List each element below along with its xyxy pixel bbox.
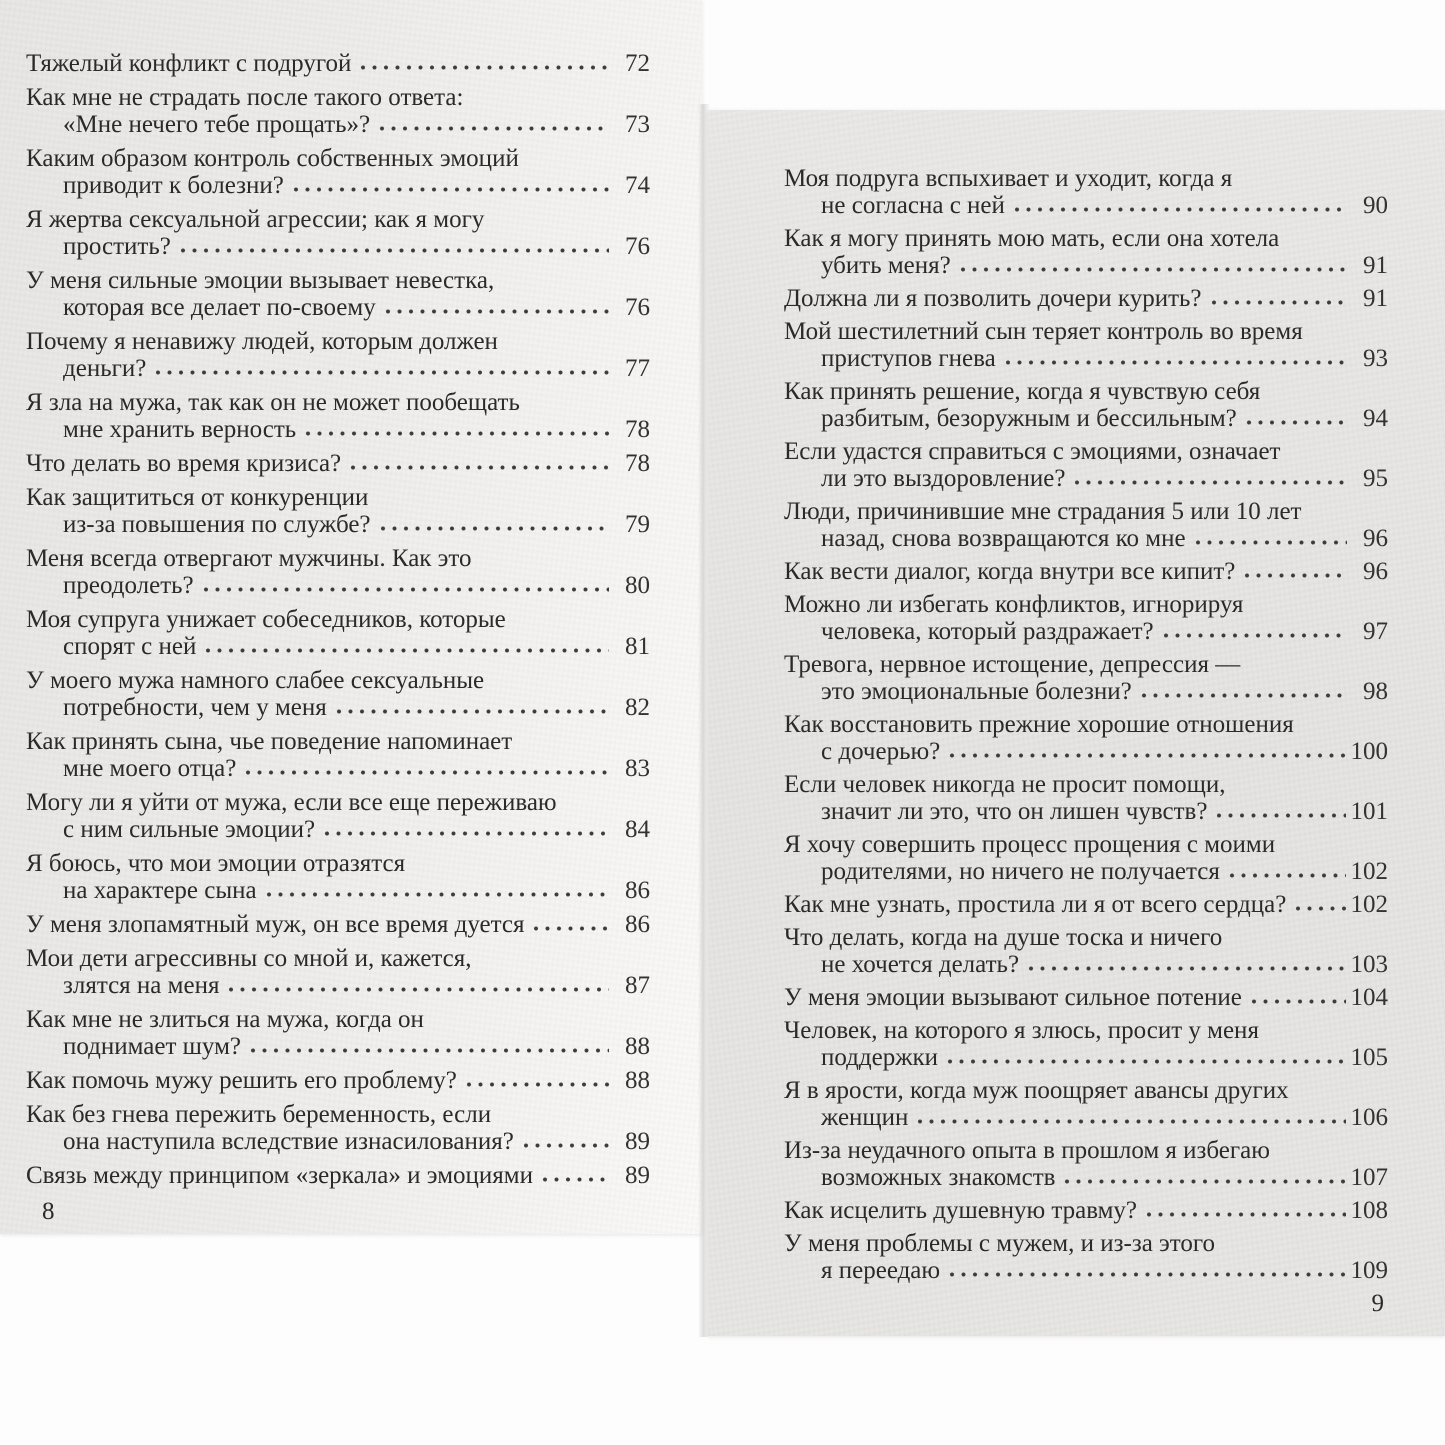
toc-entry-row [26, 1033, 650, 1060]
toc-entry-line: У моего мужа намного слабее сексуальные [26, 667, 485, 694]
toc-entry-line: поддержки [821, 1044, 938, 1071]
toc-entry [784, 498, 1388, 552]
toc-entry [784, 378, 1388, 432]
dot-leader [949, 1270, 1345, 1279]
toc-entry-line: мне хранить верность [63, 416, 297, 443]
dot-leader [533, 924, 609, 933]
dot-leader [1251, 997, 1346, 1006]
toc-entry [26, 84, 650, 138]
toc-entry-row [784, 558, 1388, 585]
toc-page-ref: 82 [625, 694, 650, 721]
toc-entry-line: Тревога, нервное истощение, депрессия — [784, 651, 1241, 678]
toc-page-ref: 90 [1363, 192, 1388, 219]
toc-entry [26, 484, 650, 538]
toc-entry-row [784, 798, 1388, 825]
toc-entry-line: женщин [821, 1104, 909, 1131]
toc-entry [784, 1230, 1388, 1284]
toc-entry-line: человека, который раздражает? [821, 618, 1154, 645]
toc-entry-row [26, 911, 650, 938]
dot-leader [1295, 904, 1345, 913]
toc-entry-row [784, 891, 1388, 918]
toc-entry-row [26, 816, 650, 843]
toc-entry-line: Мои дети агрессивны со мной и, кажется, [26, 945, 472, 972]
toc-entry-row [784, 1044, 1388, 1071]
toc-entry-line: Как мне не злиться на мужа, когда он [26, 1006, 424, 1033]
toc-page-ref: 96 [1363, 558, 1388, 585]
toc-entry-row [784, 345, 1388, 372]
toc-entry-row [26, 1128, 650, 1155]
toc-entry-line: У меня сильные эмоции вызывает невестка, [26, 267, 495, 294]
toc-page-ref: 86 [625, 911, 650, 938]
toc-entry-row [784, 285, 1388, 312]
toc-entry-row [784, 1257, 1388, 1284]
toc-page-ref: 106 [1350, 1104, 1388, 1131]
toc-entry-line: значит ли это, что он лишен чувств? [821, 798, 1208, 825]
toc-entry-line: я переедаю [821, 1257, 941, 1284]
toc-entry-line: с ним сильные эмоции? [63, 816, 316, 843]
toc-entry-line: Люди, причинившие мне страдания 5 или 10 лет [784, 498, 1302, 525]
toc-entry-row [26, 1067, 650, 1094]
toc-entry-line: приводит к болезни? [63, 172, 284, 199]
toc-page-ref: 108 [1350, 1197, 1388, 1224]
dot-leader [1229, 871, 1346, 880]
toc-entry [26, 267, 650, 321]
dot-leader [1141, 691, 1347, 700]
toc-entry-line: из-за повышения по службе? [63, 511, 371, 538]
dot-leader [523, 1141, 609, 1150]
toc-page-ref: 89 [625, 1128, 650, 1155]
dot-leader [336, 707, 609, 716]
toc-entry-row [784, 858, 1388, 885]
toc-page-ref: 109 [1350, 1257, 1388, 1284]
toc-entry-line: убить меня? [821, 252, 951, 279]
dot-leader [180, 246, 609, 255]
toc-entry-line: которая все делает по-своему [63, 294, 376, 321]
toc-entry [26, 328, 650, 382]
toc-page-ref: 76 [625, 233, 650, 260]
toc-page-ref: 93 [1363, 345, 1388, 372]
toc-page-ref: 76 [625, 294, 650, 321]
toc-entry-line: она наступила вследствие изнасилования? [63, 1128, 514, 1155]
toc-entry-line: преодолеть? [63, 572, 194, 599]
toc-entry-row [784, 984, 1388, 1011]
dot-leader [305, 429, 609, 438]
toc-entry-line: назад, снова возвращаются ко мне [821, 525, 1186, 552]
dot-leader [1244, 571, 1347, 580]
toc-entry-line: деньги? [63, 355, 147, 382]
toc-entry-line: Как исцелить душевную травму? [784, 1197, 1138, 1224]
toc-page-ref: 87 [625, 972, 650, 999]
toc-entry-row [26, 877, 650, 904]
toc-entry [26, 1067, 650, 1094]
toc-entry-row [26, 233, 650, 260]
dot-leader [293, 185, 609, 194]
toc-entry [26, 606, 650, 660]
toc-page-ref: 84 [625, 816, 650, 843]
dot-leader [379, 124, 609, 133]
toc-entry-line: разбитым, безоружным и бессильным? [821, 405, 1237, 432]
toc-entry-row [26, 355, 650, 382]
toc-entry-row [26, 1162, 650, 1189]
toc-entry-line: спорят с ней [63, 633, 197, 660]
toc-entry-line: на характере сына [63, 877, 257, 904]
toc-entry [784, 1017, 1388, 1071]
toc-entry-row [26, 511, 650, 538]
dot-leader [1064, 1177, 1345, 1186]
dot-leader [1028, 964, 1345, 973]
toc-page-ref: 83 [625, 755, 650, 782]
toc-entry [26, 145, 650, 199]
toc-entry-row [784, 1104, 1388, 1131]
toc-entry-row [784, 1164, 1388, 1191]
toc-entry-line: приступов гнева [821, 345, 996, 372]
toc-entry-row [784, 1197, 1388, 1224]
right-page [708, 110, 1445, 1336]
toc-page-ref: 98 [1363, 678, 1388, 705]
toc-page-ref: 91 [1363, 252, 1388, 279]
toc-entry [784, 558, 1388, 585]
toc-entry-line: Что делать во время кризиса? [26, 450, 342, 477]
toc-entry [784, 591, 1388, 645]
toc-entry-line: с дочерью? [821, 738, 941, 765]
toc-entry [784, 1137, 1388, 1191]
toc-entry [26, 850, 650, 904]
toc-page-ref: 77 [625, 355, 650, 382]
toc-entry [784, 771, 1388, 825]
toc-page-ref: 81 [625, 633, 650, 660]
toc-entry [784, 318, 1388, 372]
toc-entry-line: Я зла на мужа, так как он не может пообещать [26, 389, 520, 416]
toc-entry-line: Из-за неудачного опыта в прошлом я избегаю [784, 1137, 1270, 1164]
toc-entry [784, 438, 1388, 492]
dot-leader [203, 585, 609, 594]
toc-entry-line: Как без гнева пережить беременность, если [26, 1101, 492, 1128]
toc-entry [26, 206, 650, 260]
toc-entry-row [26, 416, 650, 443]
toc-entry [26, 789, 650, 843]
toc-entry [784, 285, 1388, 312]
toc-page-ref: 101 [1350, 798, 1388, 825]
dot-leader [960, 265, 1347, 274]
dot-leader [1146, 1210, 1345, 1219]
toc-entry-line: возможных знакомств [821, 1164, 1056, 1191]
toc-entry-row [784, 738, 1388, 765]
toc-page-ref: 97 [1363, 618, 1388, 645]
toc-entry-line: Должна ли я позволить дочери курить? [784, 285, 1202, 312]
toc-entry [784, 225, 1388, 279]
toc-entry-line: потребности, чем у меня [63, 694, 327, 721]
toc-entry-row [26, 633, 650, 660]
dot-leader [360, 63, 609, 72]
toc-entry-line: У меня злопамятный муж, он все время дуется [26, 911, 525, 938]
toc-entry [26, 450, 650, 477]
toc-page-ref: 95 [1363, 465, 1388, 492]
toc-entry [26, 1006, 650, 1060]
dot-leader [947, 1057, 1346, 1066]
toc-entry-line: Тяжелый конфликт с подругой [26, 50, 352, 77]
toc-page-ref: 74 [625, 172, 650, 199]
toc-entry-line: У меня эмоции вызывают сильное потение [784, 984, 1242, 1011]
toc-entry-line: Почему я ненавижу людей, которым должен [26, 328, 498, 355]
toc-entry [26, 945, 650, 999]
toc-page-ref: 88 [625, 1067, 650, 1094]
toc-entry-row [26, 111, 650, 138]
toc-entry-line: Как восстановить прежние хорошие отношения [784, 711, 1294, 738]
dot-leader [466, 1080, 609, 1089]
dot-leader [205, 646, 609, 655]
toc-page-ref: 102 [1350, 891, 1388, 918]
dot-leader [385, 307, 609, 316]
toc-entry-line: это эмоциональные болезни? [821, 678, 1132, 705]
toc-entry-line: Как помочь мужу решить его проблему? [26, 1067, 457, 1094]
toc-page-ref: 78 [625, 450, 650, 477]
toc-entry-row [26, 294, 650, 321]
dot-leader [155, 368, 609, 377]
toc-entry-line: не согласна с ней [821, 192, 1005, 219]
dot-leader [542, 1175, 609, 1184]
toc-page-ref: 80 [625, 572, 650, 599]
toc-entry [26, 911, 650, 938]
toc-entry-row [784, 192, 1388, 219]
toc-list-right [784, 165, 1388, 1284]
toc-entry-line: Как принять решение, когда я чувствую себя [784, 378, 1261, 405]
toc-entry-row [784, 678, 1388, 705]
toc-entry-line: Мой шестилетний сын теряет контроль во время [784, 318, 1303, 345]
toc-entry [784, 651, 1388, 705]
toc-page-ref: 103 [1350, 951, 1388, 978]
toc-entry-row [784, 525, 1388, 552]
toc-page-ref: 78 [625, 416, 650, 443]
left-page [0, 0, 702, 1234]
toc-page-ref: 107 [1350, 1164, 1388, 1191]
toc-entry [26, 50, 650, 77]
toc-page-ref: 79 [625, 511, 650, 538]
toc-page-ref: 73 [625, 111, 650, 138]
toc-entry-row [26, 755, 650, 782]
toc-entry-line: У меня проблемы с мужем, и из-за этого [784, 1230, 1215, 1257]
toc-page-ref: 96 [1363, 525, 1388, 552]
toc-entry [784, 831, 1388, 885]
toc-entry-line: Связь между принципом «зеркала» и эмоциями [26, 1162, 533, 1189]
toc-entry-row [784, 465, 1388, 492]
toc-page-ref: 102 [1350, 858, 1388, 885]
toc-entry-line: Я хочу совершить процесс прощения с моими [784, 831, 1276, 858]
toc-list-left [26, 50, 650, 1189]
toc-entry-line: Я в ярости, когда муж поощряет авансы других [784, 1077, 1289, 1104]
toc-entry [784, 1197, 1388, 1224]
dot-leader [324, 829, 609, 838]
toc-entry-line: Как вести диалог, когда внутри все кипит? [784, 558, 1236, 585]
toc-entry-row [784, 618, 1388, 645]
toc-entry-row [26, 572, 650, 599]
toc-page-ref: 72 [625, 50, 650, 77]
toc-entry-row [26, 172, 650, 199]
toc-page-ref: 91 [1363, 285, 1388, 312]
toc-page-ref: 88 [625, 1033, 650, 1060]
dot-leader [250, 1046, 609, 1055]
toc-page-ref: 100 [1350, 738, 1388, 765]
toc-entry [784, 984, 1388, 1011]
left-page-number: 8 [42, 1198, 55, 1225]
toc-entry-line: злятся на меня [63, 972, 220, 999]
toc-page-ref: 104 [1350, 984, 1388, 1011]
toc-entry-line: Каким образом контроль собственных эмоций [26, 145, 519, 172]
toc-entry-line: Можно ли избегать конфликтов, игнорируя [784, 591, 1244, 618]
toc-page-ref: 94 [1363, 405, 1388, 432]
dot-leader [1216, 811, 1345, 820]
toc-entry-row [26, 972, 650, 999]
toc-entry [784, 891, 1388, 918]
dot-leader [1005, 358, 1347, 367]
toc-entry [784, 924, 1388, 978]
toc-entry-row [784, 405, 1388, 432]
toc-entry-line: Как я могу принять мою мать, если она хотела [784, 225, 1280, 252]
toc-entry [784, 1077, 1388, 1131]
toc-entry-line: Как мне не страдать после такого ответа: [26, 84, 464, 111]
dot-leader [1246, 418, 1347, 427]
toc-entry-line: Человек, на которого я злюсь, просит у меня [784, 1017, 1259, 1044]
dot-leader [949, 751, 1345, 760]
toc-entry-row [26, 450, 650, 477]
toc-entry-line: мне моего отца? [63, 755, 237, 782]
toc-entry-line: не хочется делать? [821, 951, 1020, 978]
toc-entry-line: Могу ли я уйти от мужа, если все еще переживаю [26, 789, 557, 816]
toc-entry-line: поднимает шум? [63, 1033, 241, 1060]
toc-entry-line: Моя супруга унижает собеседников, которые [26, 606, 506, 633]
toc-entry-line: «Мне нечего тебе прощать»? [63, 111, 371, 138]
toc-entry-line: простить? [63, 233, 171, 260]
dot-leader [245, 768, 609, 777]
toc-entry-row [26, 50, 650, 77]
toc-entry-row [784, 252, 1388, 279]
dot-leader [1163, 631, 1347, 640]
toc-entry [26, 545, 650, 599]
toc-entry-line: Меня всегда отвергают мужчины. Как это [26, 545, 472, 572]
toc-entry-line: Если удастся справиться с эмоциями, означает [784, 438, 1281, 465]
dot-leader [1014, 205, 1347, 214]
toc-entry-line: Если человек никогда не просит помощи, [784, 771, 1226, 798]
toc-entry [784, 711, 1388, 765]
dot-leader [917, 1117, 1345, 1126]
toc-page-ref: 89 [625, 1162, 650, 1189]
toc-entry [26, 1162, 650, 1189]
dot-leader [1195, 538, 1347, 547]
toc-entry-line: Как защититься от конкуренции [26, 484, 369, 511]
toc-entry [784, 165, 1388, 219]
toc-page-ref: 105 [1350, 1044, 1388, 1071]
toc-entry-line: Я боюсь, что мои эмоции отразятся [26, 850, 406, 877]
toc-entry-line: Как мне узнать, простила ли я от всего сердца? [784, 891, 1287, 918]
dot-leader [1074, 478, 1347, 487]
toc-entry-line: родителями, но ничего не получается [821, 858, 1220, 885]
toc-entry-row [784, 951, 1388, 978]
right-page-number: 9 [1371, 1290, 1384, 1317]
toc-entry-row [26, 694, 650, 721]
toc-page-ref: 86 [625, 877, 650, 904]
toc-entry [26, 389, 650, 443]
toc-entry-line: Как принять сына, чье поведение напоминает [26, 728, 513, 755]
toc-entry-line: ли это выздоровление? [821, 465, 1066, 492]
toc-entry [26, 728, 650, 782]
toc-entry [26, 1101, 650, 1155]
toc-entry-line: Я жертва сексуальной агрессии; как я могу [26, 206, 485, 233]
dot-leader [228, 985, 609, 994]
dot-leader [266, 890, 609, 899]
toc-entry [26, 667, 650, 721]
dot-leader [350, 463, 609, 472]
dot-leader [380, 524, 609, 533]
dot-leader [1211, 298, 1347, 307]
toc-entry-line: Что делать, когда на душе тоска и ничего [784, 924, 1223, 951]
toc-entry-line: Моя подруга вспыхивает и уходит, когда я [784, 165, 1233, 192]
